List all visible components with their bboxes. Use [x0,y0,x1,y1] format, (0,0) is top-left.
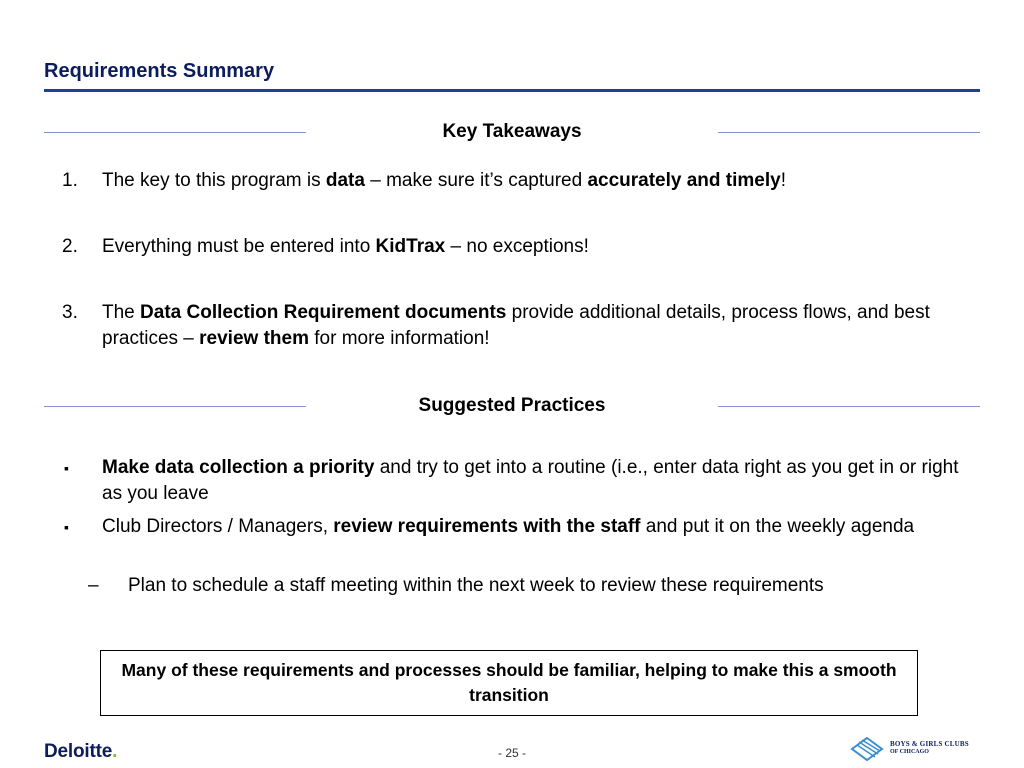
callout-text: Many of these requirements and processes should be familiar, helping to make this a smooth transition [121,660,897,705]
logo-text: Deloitte [44,741,113,762]
bold-text-segment: KidTrax [375,236,446,257]
suggested-practices-header [0,394,1024,418]
item-number: 3. [62,302,78,323]
item-number: 1. [62,170,78,191]
partner-logo-line1: BOYS & GIRLS CLUBS [890,740,969,748]
text-segment: for more information! [308,328,490,349]
divider-right [718,406,980,407]
takeaway-text [102,300,962,352]
takeaway-text [102,168,962,194]
divider-left [44,406,306,407]
takeaway-item-3 [62,300,962,352]
item-number: 2. [62,236,78,257]
dash-bullet-icon: – [88,575,99,596]
text-segment: – no exceptions! [445,236,589,257]
text-segment: and put it on the weekly agenda [640,516,915,537]
practice-sub-text: Plan to schedule a staff meeting within the next week to review these requirements [128,575,824,596]
practice-item-1 [62,455,972,507]
square-bullet-icon: ▪ [64,460,69,476]
practice-text [102,455,972,507]
practice-sub-item [88,573,968,599]
text-segment: Everything must be entered into [102,236,376,257]
practice-text [102,514,972,540]
square-bullet-icon: ▪ [64,519,69,535]
page-title: Requirements Summary [44,60,275,82]
text-segment: provide additional details, process flows, and best practices – [102,302,930,349]
suggested-practices-heading: Suggested Practices [418,395,606,416]
bold-text-segment: accurately and timely [587,170,781,191]
bold-text-segment: Make data collection a priority [102,457,375,478]
bold-text-segment: review requirements with the staff [333,516,641,537]
bold-text-segment: review them [199,328,309,349]
text-segment: – make sure it’s captured [364,170,588,191]
diamond-logo-icon [850,736,884,762]
text-segment: ! [780,170,786,191]
deloitte-logo [44,741,117,763]
bold-text-segment: data [325,170,365,191]
divider-right [718,132,980,133]
text-segment: The [102,302,141,323]
callout-box [100,650,918,716]
takeaway-item-2 [62,234,962,260]
key-takeaways-header [0,120,1024,144]
text-segment: Club Directors / Managers, [102,516,334,537]
key-takeaways-heading: Key Takeaways [442,121,582,142]
partner-logo-line2: OF CHICAGO [890,749,929,755]
logo-dot: . [112,741,118,762]
text-segment: The key to this program is [102,170,326,191]
partner-logo [850,736,970,762]
takeaway-item-1 [62,168,962,194]
bold-text-segment: Data Collection Requirement documents [140,302,507,323]
practice-item-2 [62,514,972,540]
takeaway-text [102,234,962,260]
text-segment: and try to get into a routine (i.e., enter data right as you get in or right as you leave [102,457,959,504]
divider-left [44,132,306,133]
page-number: - 25 - [497,746,526,760]
title-underline [44,89,980,92]
